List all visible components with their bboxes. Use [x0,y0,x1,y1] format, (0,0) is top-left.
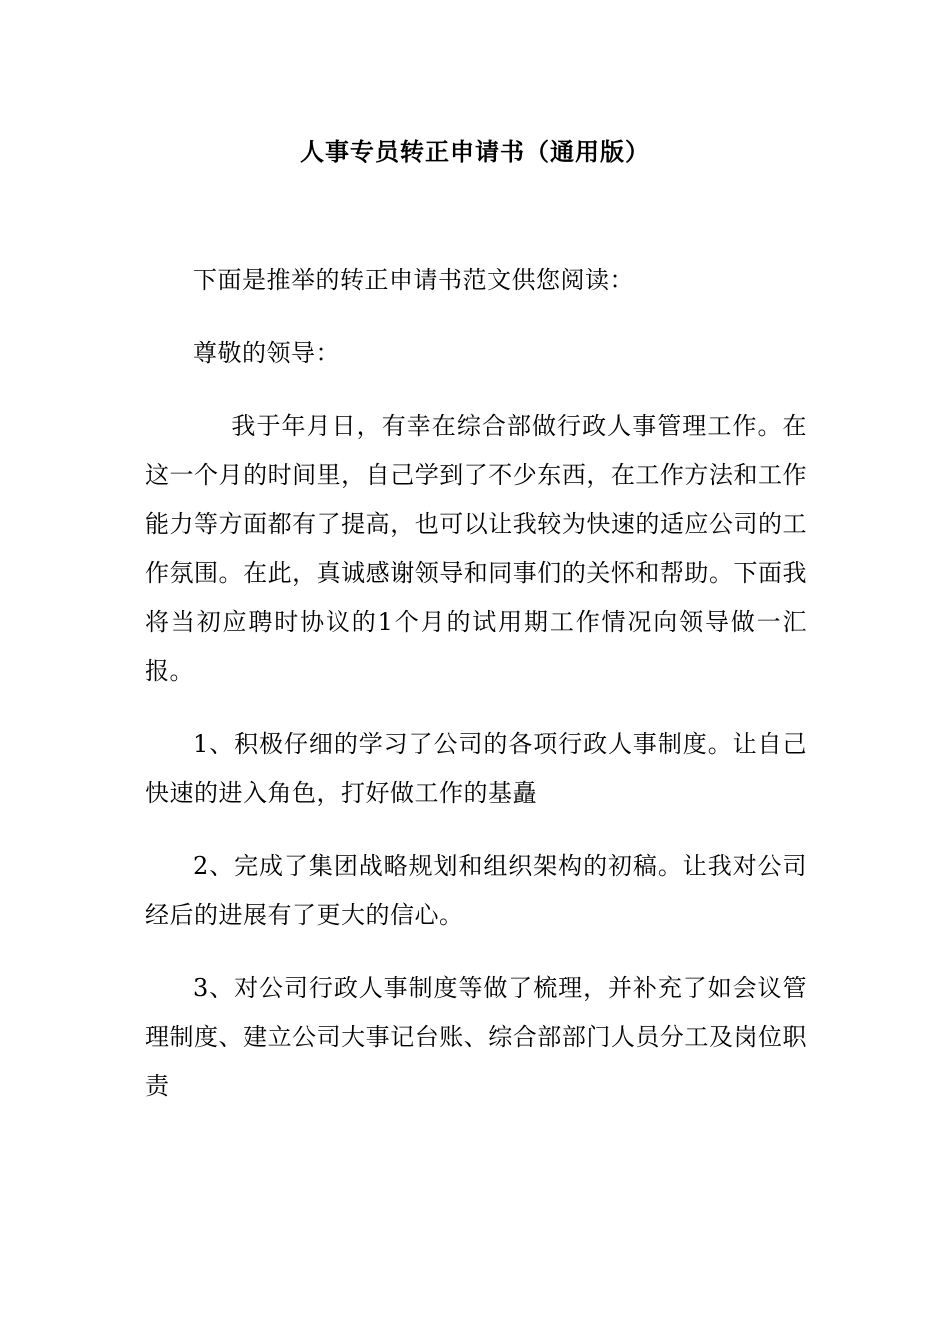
intro-paragraph: 下面是推举的转正申请书范文供您阅读： [193,266,634,294]
list-item-3: 3、对公司行政人事制度等做了梳理，并补充了如会议管理制度、建立公司大事记台账、综合部部门人员分工及岗位职责 [145,974,807,1100]
list-item-2: 2、完成了集团战略规划和组织架构的初稿。让我对公司经后的进展有了更大的信心。 [145,852,807,929]
list-item-1: 1、积极仔细的学习了公司的各项行政人事制度。让自己快速的进入角色，打好做工作的基矗 [145,730,807,807]
document-title: 人事专员转正申请书（通用版） [300,137,650,166]
document-body [145,256,807,1111]
salutation: 尊敬的领导： [193,339,340,367]
body-paragraph-1: 我于年月日，有幸在综合部做行政人事管理工作。在这一个月的时间里，自己学到了不少东西，在工作方法和工作能力等方面都有了提高，也可以让我较为快速的适应公司的工作氛围。在此，真诚感谢领导和同事们的关怀和帮助。下面我将当初应聘时协议的1个月的试用期工作情况向领导做一汇报。 [145,412,807,685]
